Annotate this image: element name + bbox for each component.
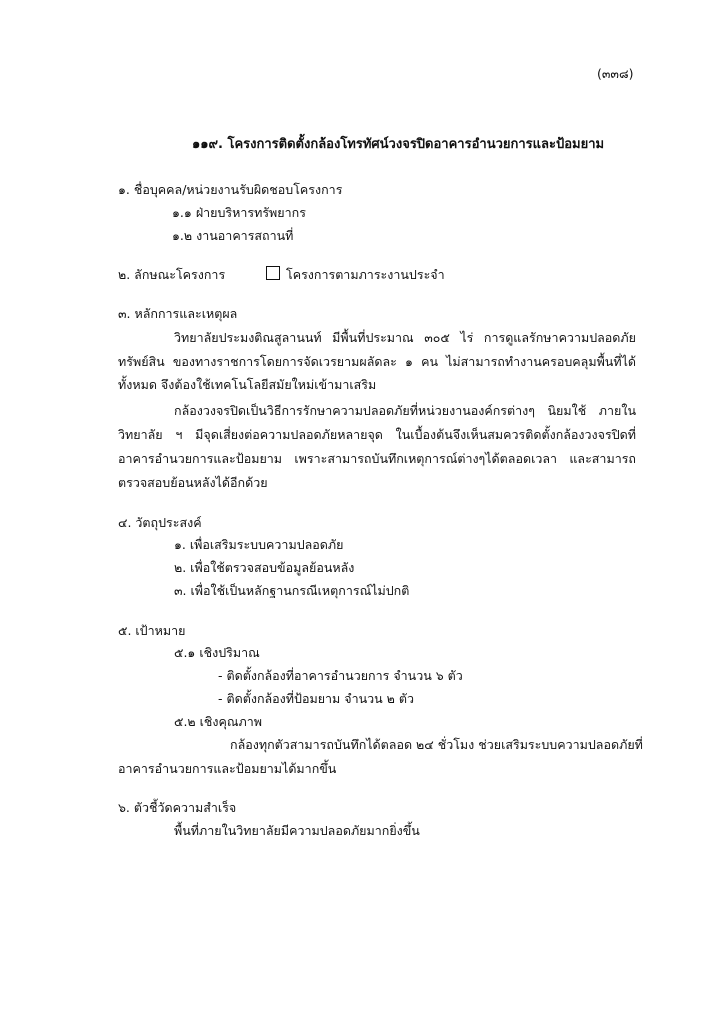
section1-item: ๑.๑ ฝ่ายบริหารทรัพยากร	[172, 205, 306, 220]
objective-item: ๒. เพื่อใช้ตรวจสอบข้อมูลย้อนหลัง	[174, 560, 355, 575]
rationale-line: วิทยาลัยประมงติณสูลานนท์ มีพื้นที่ประมาณ ๓๐๕ ไร่ การดูแลรักษาความปลอดภัย	[174, 330, 636, 345]
quantitative-item: - ติดตั้งกล้องที่อาคารอำนวยการ จำนวน ๖ ตัว	[218, 668, 463, 683]
quantitative-item: - ติดตั้งกล้องที่ป้อมยาม จำนวน ๒ ตัว	[218, 691, 415, 706]
section6-heading: ๖. ตัวชี้วัดความสำเร็จ	[118, 800, 237, 815]
rationale-line: ตรวจสอบย้อนหลังได้อีกด้วย	[118, 475, 268, 490]
qualitative-line: กล้องทุกตัวสามารถบันทึกได้ตลอด ๒๔ ชั่วโมง ช่วยเสริมระบบความปลอดภัยที่	[230, 737, 643, 752]
section3-heading: ๓. หลักการและเหตุผล	[118, 306, 238, 321]
section4-heading: ๔. วัตถุประสงค์	[118, 515, 202, 530]
objective-item: ๓. เพื่อใช้เป็นหลักฐานกรณีเหตุการณ์ไม่ปกติ	[174, 583, 410, 598]
rationale-line: วิทยาลัย ฯ มีจุดเสี่ยงต่อความปลอดภัยหลายจุด ในเบื้องต้นจึงเห็นสมควรติดตั้งกล้องวงจรปิดที่	[118, 427, 636, 442]
quantitative-label: ๕.๑ เชิงปริมาณ	[174, 645, 260, 660]
rationale-line: ทั้งหมด จึงต้องใช้เทคโนโลยีสมัยใหม่เข้ามาเสริม	[118, 377, 377, 392]
checkbox-icon	[266, 266, 280, 280]
page-number: (๓๓๘)	[597, 66, 634, 81]
indicator-text: พื้นที่ภายในวิทยาลัยมีความปลอดภัยมากยิ่งขึ้น	[174, 823, 420, 838]
section1-item: ๑.๒ งานอาคารสถานที่	[172, 228, 294, 243]
qualitative-label: ๕.๒ เชิงคุณภาพ	[174, 714, 262, 729]
document-title: ๑๑๙. โครงการติดตั้งกล้องโทรทัศน์วงจรปิดอาคารอำนวยการและป้อมยาม	[192, 137, 605, 152]
qualitative-line: อาคารอำนวยการและป้อมยามได้มากขึ้น	[118, 761, 337, 776]
rationale-line: ทรัพย์สิน ของทางราชการโดยการจัดเวรยามผลัดละ ๑ คน ไม่สามารถทำงานครอบคลุมพื้นที่ได้	[118, 354, 636, 369]
project-type-label: โครงการตามภาระงานประจำ	[286, 267, 445, 282]
rationale-line: กล้องวงจรปิดเป็นวิธีการรักษาความปลอดภัยที่หน่วยงานองค์กรต่างๆ นิยมใช้ ภายใน	[174, 403, 636, 418]
section2-heading: ๒. ลักษณะโครงการ	[118, 267, 226, 282]
section1-heading: ๑. ชื่อบุคคล/หน่วยงานรับผิดชอบโครงการ	[118, 182, 343, 197]
rationale-line: อาคารอำนวยการและป้อมยาม เพราะสามารถบันทึกเหตุการณ์ต่างๆได้ตลอดเวลา และสามารถ	[118, 451, 636, 466]
objective-item: ๑. เพื่อเสริมระบบความปลอดภัย	[174, 537, 344, 552]
section5-heading: ๕. เป้าหมาย	[118, 623, 186, 638]
